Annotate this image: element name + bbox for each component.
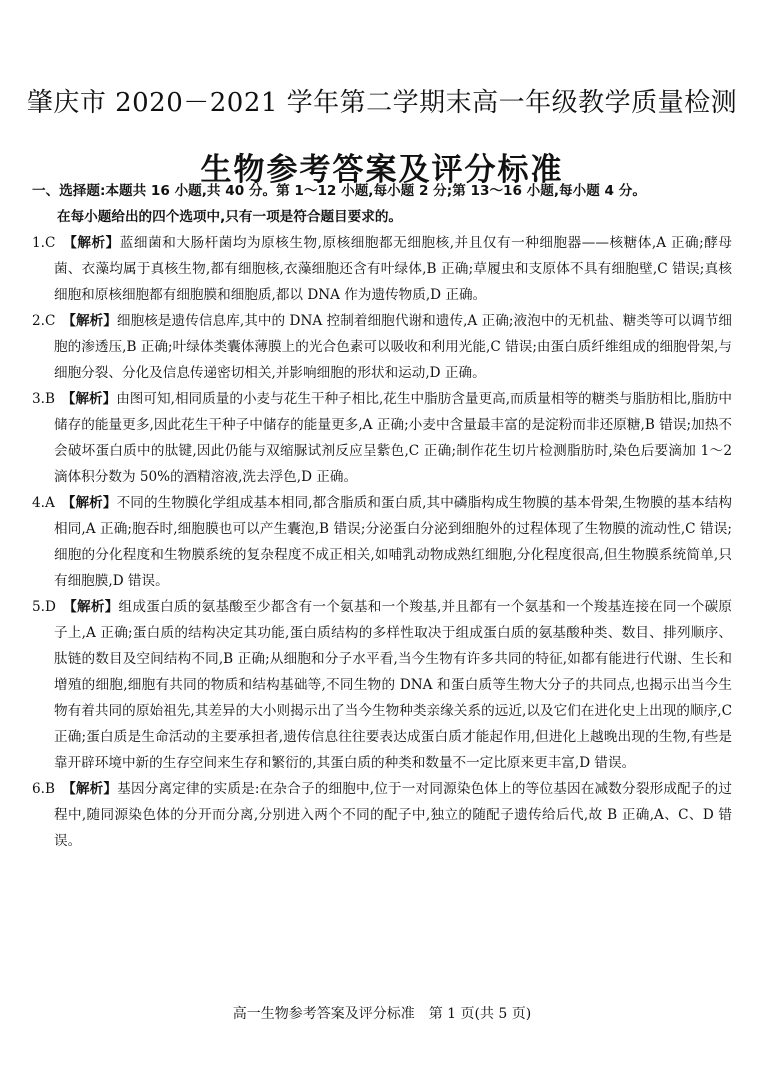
answer-item — [32, 594, 732, 776]
answer-key-title: 生物参考答案及评分标准 — [200, 152, 564, 188]
answer-list — [32, 230, 732, 854]
answer-number: 4.A — [32, 495, 55, 511]
answer-explanation: 基因分离定律的实质是:在杂合子的细胞中,位于一对同源染色体上的等位基因在减数分裂形成配子的过程中,随同源染色体的分开而分离,分别进入两个不同的配子中,独立的随配子遗传给后代,故 B 正确,A、C、D 错误。 — [54, 781, 733, 849]
answer-number: 5.D — [32, 599, 56, 615]
exam-title: 肇庆市 2020－2021 学年第二学期末高一年级教学质量检测 — [26, 88, 738, 118]
answer-number: 1.C — [32, 235, 56, 251]
answer-item — [32, 308, 732, 386]
answer-explanation: 由图可知,相同质量的小麦与花生干种子相比,花生中脂肪含量更高,而质量相等的糖类与脂肪相比,脂肪中储存的能量更多,因此花生干种子中储存的能量更多,A 正确;小麦中含量最丰富的是淀粉而非还原糖,B 错误;加热不会破坏蛋白质中的肽键,因此仍能与双缩脲试剂反应呈紫色,C 正确;制作花生切片检测脂肪时,染色后要滴加 1～2 滴体积分数为 50%的酒精溶液,洗去浮色,D 正确。 — [54, 391, 733, 485]
answer-explanation: 细胞核是遗传信息库,其中的 DNA 控制着细胞代谢和遗传,A 正确;液泡中的无机盐、糖类等可以调节细胞的渗透压,B 正确;叶绿体类囊体薄膜上的光合色素可以吸收和利用光能,C 错误;由蛋白质纤维组成的细胞骨架,与细胞分裂、分化及信息传递密切相关,并影响细胞的形状和运动,D 正确。 — [54, 313, 732, 381]
analysis-tag: 【解析】 — [69, 313, 117, 329]
analysis-tag: 【解析】 — [68, 391, 117, 407]
analysis-tag: 【解析】 — [69, 599, 119, 615]
section-instruction: 在每小题给出的四个选项中,只有一项是符合题目要求的。 — [57, 209, 403, 225]
page-footer: 高一生物参考答案及评分标准 第 1 页(共 5 页) — [232, 1006, 532, 1022]
analysis-tag: 【解析】 — [68, 495, 117, 511]
answer-number: 3.B — [32, 391, 55, 407]
answer-explanation: 组成蛋白质的氨基酸至少都含有一个氨基和一个羧基,并且都有一个氨基和一个羧基连接在同一个碳原子上,A 正确;蛋白质的结构决定其功能,蛋白质结构的多样性取决于组成蛋白质的氨基酸种类、数目、排列顺序、肽链的数目及空间结构不同,B 正确;从细胞和分子水平看,当今生物有许多共同的特征,如都有能进行代谢、生长和增殖的细胞,细胞有共同的物质和结构基础等,不同生物的 DNA 和蛋白质等生物大分子的共同点,也揭示出当今生物有着共同的原始祖先,其差异的大小则揭示出了当今生物种类亲缘关系的远近,以及它们在进化史上出现的顺序,C 正确;蛋白质是生命活动的主要承担者,遗传信息往往要表达成蛋白质才能起作用,但进化上越晚出现的生物,有些是靠开辟环境中新的生存空间来生存和繁衍的,其蛋白质的种类和数量不一定比原来更丰富,D 错误。 — [54, 599, 732, 771]
analysis-tag: 【解析】 — [68, 781, 118, 797]
answer-number: 6.B — [32, 781, 55, 797]
section-heading: 一、选择题:本题共 16 小题,共 40 分。第 1～12 小题,每小题 2 分;第 13～16 小题,每小题 4 分。 — [32, 183, 646, 199]
answer-explanation: 蓝细菌和大肠杆菌均为原核生物,原核细胞都无细胞核,并且仅有一种细胞器——核糖体,A 正确;酵母菌、衣藻均属于真核生物,都有细胞核,衣藻细胞还含有叶绿体,B 正确;草履虫和支原体不具有细胞壁,C 错误;真核细胞和原核细胞都有细胞膜和细胞质,都以 DNA 作为遗传物质,D 正确。 — [54, 235, 733, 303]
answer-explanation: 不同的生物膜化学组成基本相同,都含脂质和蛋白质,其中磷脂构成生物膜的基本骨架,生物膜的基本结构相同,A 正确;胞吞时,细胞膜也可以产生囊泡,B 错误;分泌蛋白分泌到细胞外的过程体现了生物膜的流动性,C 错误;细胞的分化程度和生物膜系统的复杂程度不成正相关,如哺乳动物成熟红细胞,分化程度很高,但生物膜系统简单,只有细胞膜,D 错误。 — [54, 495, 733, 589]
answer-item — [32, 386, 732, 490]
analysis-tag: 【解析】 — [70, 235, 120, 251]
answer-item — [32, 490, 732, 594]
answer-number: 2.C — [32, 313, 56, 329]
answer-item — [32, 776, 732, 854]
answer-item — [32, 230, 732, 308]
